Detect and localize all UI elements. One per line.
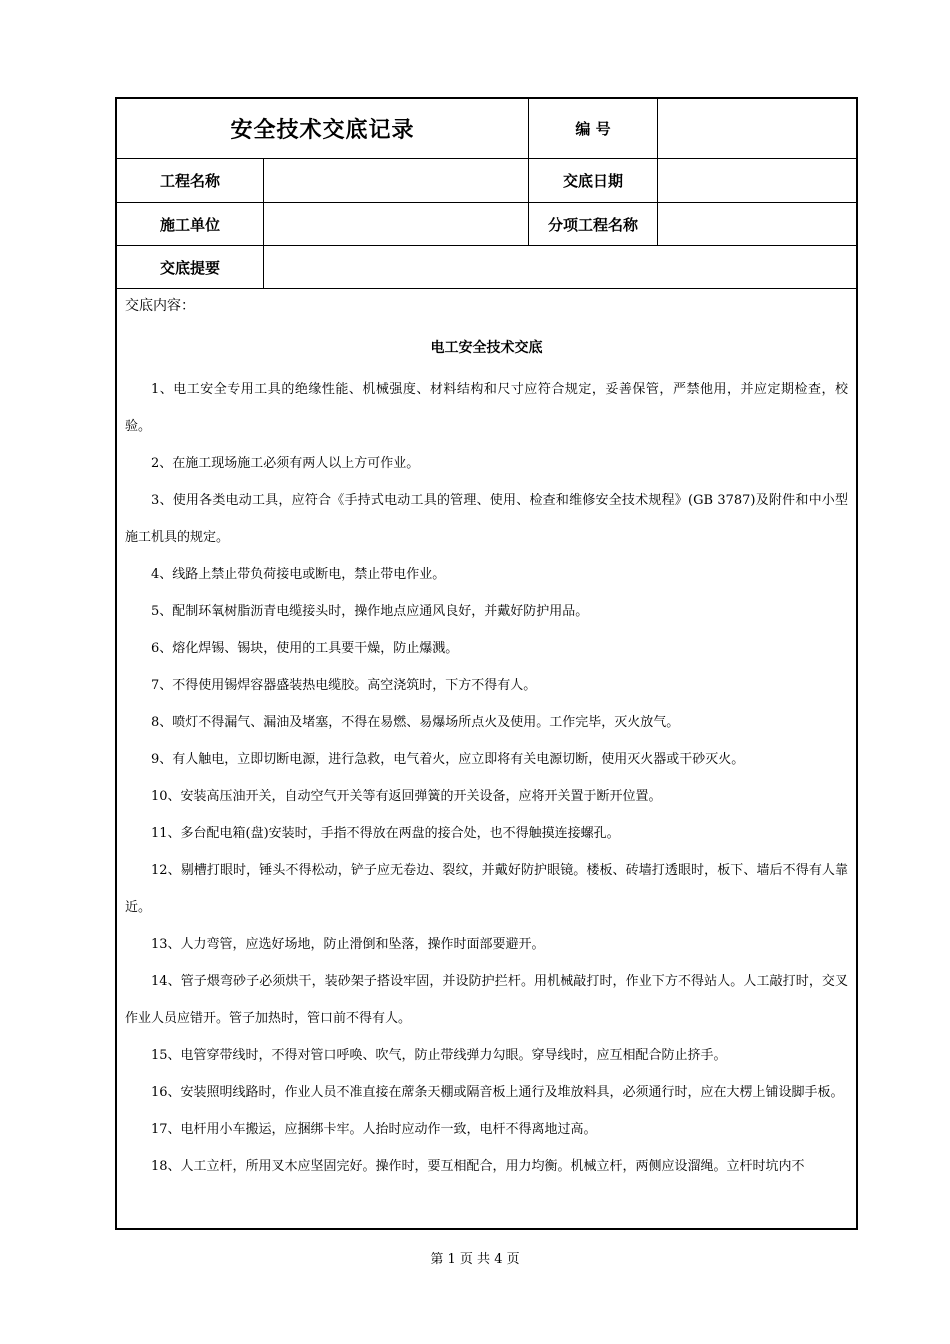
- form-title: 安全技术交底记录: [230, 118, 415, 143]
- title-row: [117, 99, 856, 159]
- content-item: 8、喷灯不得漏气、漏油及堵塞，不得在易燃、易爆场所点火及使用。工作完毕，灭火放气。: [151, 715, 680, 730]
- content-item: 18、人工立杆，所用叉木应坚固完好。操作时，要互相配合，用力均衡。机械立杆，两侧应设溜绳。立杆时坑内不: [151, 1159, 805, 1174]
- content-item: 9、有人触电，立即切断电源，进行急救，电气着火，应立即将有关电源切断，使用灭火器或干砂灭火。: [151, 752, 745, 767]
- contractor-row: [117, 203, 856, 246]
- subproject-field[interactable]: [657, 203, 856, 245]
- content-item: 5、配制环氧树脂沥青电缆接头时，操作地点应通风良好，并戴好防护用品。: [151, 604, 589, 619]
- project-name-label: 工程名称: [159, 172, 220, 190]
- date-field[interactable]: [657, 159, 856, 202]
- contractor-label: 施工单位: [159, 215, 220, 234]
- date-label: 交底日期: [528, 159, 657, 202]
- content-item: 1、电工安全专用工具的绝缘性能、机械强度、材料结构和尺寸应符合规定，妥善保管，严禁他用，并应定期检查，校验。: [125, 382, 848, 434]
- content-item: 12、剔槽打眼时，锤头不得松动，铲子应无卷边、裂纹，并戴好防护眼镜。楼板、砖墙打透眼时，板下、墙后不得有人靠近。: [125, 863, 848, 915]
- summary-field[interactable]: [263, 246, 856, 288]
- content-item: 14、管子煨弯砂子必须烘干，装砂架子搭设牢固，并设防护拦杆。用机械敲打时，作业下方不得站人。人工敲打时，交叉作业人员应错开。管子加热时，管口前不得有人。: [125, 974, 848, 1026]
- content-item: 11、多台配电箱(盘)安装时，手指不得放在两盘的接合处，也不得触摸连接螺孔。: [151, 826, 620, 841]
- page-number: 第 1 页 共 4 页: [430, 1252, 520, 1267]
- record-form: [115, 97, 858, 1230]
- number-label: 编 号: [528, 99, 657, 158]
- content-item: 15、电管穿带线时，不得对管口呼唤、吹气，防止带线弹力勾眼。穿导线时，应互相配合防止挤手。: [151, 1048, 727, 1063]
- content-item: 17、电杆用小车搬运，应捆绑卡牢。人抬时应动作一致，电杆不得离地过高。: [151, 1122, 597, 1137]
- contractor-field[interactable]: [263, 203, 528, 245]
- content-item: 16、安装照明线路时，作业人员不准直接在蓆条天棚或隔音板上通行及堆放料具，必须通行时，应在大楞上铺设脚手板。: [151, 1085, 844, 1100]
- content-item: 10、安装高压油开关，自动空气开关等有返回弹簧的开关设备，应将开关置于断开位置。: [151, 789, 662, 804]
- content-section: [117, 289, 856, 1228]
- content-item: 4、线路上禁止带负荷接电或断电，禁止带电作业。: [151, 567, 446, 582]
- content-label: 交底内容：: [125, 298, 195, 314]
- content-items: [125, 371, 848, 1185]
- summary-label: 交底提要: [159, 258, 220, 277]
- content-item: 6、熔化焊锡、锡块，使用的工具要干燥，防止爆溅。: [151, 641, 459, 656]
- number-field[interactable]: [657, 99, 856, 158]
- content-title: 电工安全技术交底: [430, 340, 543, 356]
- content-item: 7、不得使用锡焊容器盛装热电缆胶。高空浇筑时，下方不得有人。: [151, 678, 537, 693]
- project-name-field[interactable]: [263, 159, 528, 202]
- content-item: 13、人力弯管，应选好场地，防止滑倒和坠落，操作时面部要避开。: [151, 937, 545, 952]
- content-item: 3、使用各类电动工具，应符合《手持式电动工具的管理、使用、检查和维修安全技术规程》(GB 3787)及附件和中小型施工机具的规定。: [125, 493, 848, 545]
- content-item: 2、在施工现场施工必须有两人以上方可作业。: [151, 456, 420, 471]
- project-row: [117, 159, 856, 203]
- subproject-label: 分项工程名称: [528, 203, 657, 245]
- summary-row: [117, 246, 856, 289]
